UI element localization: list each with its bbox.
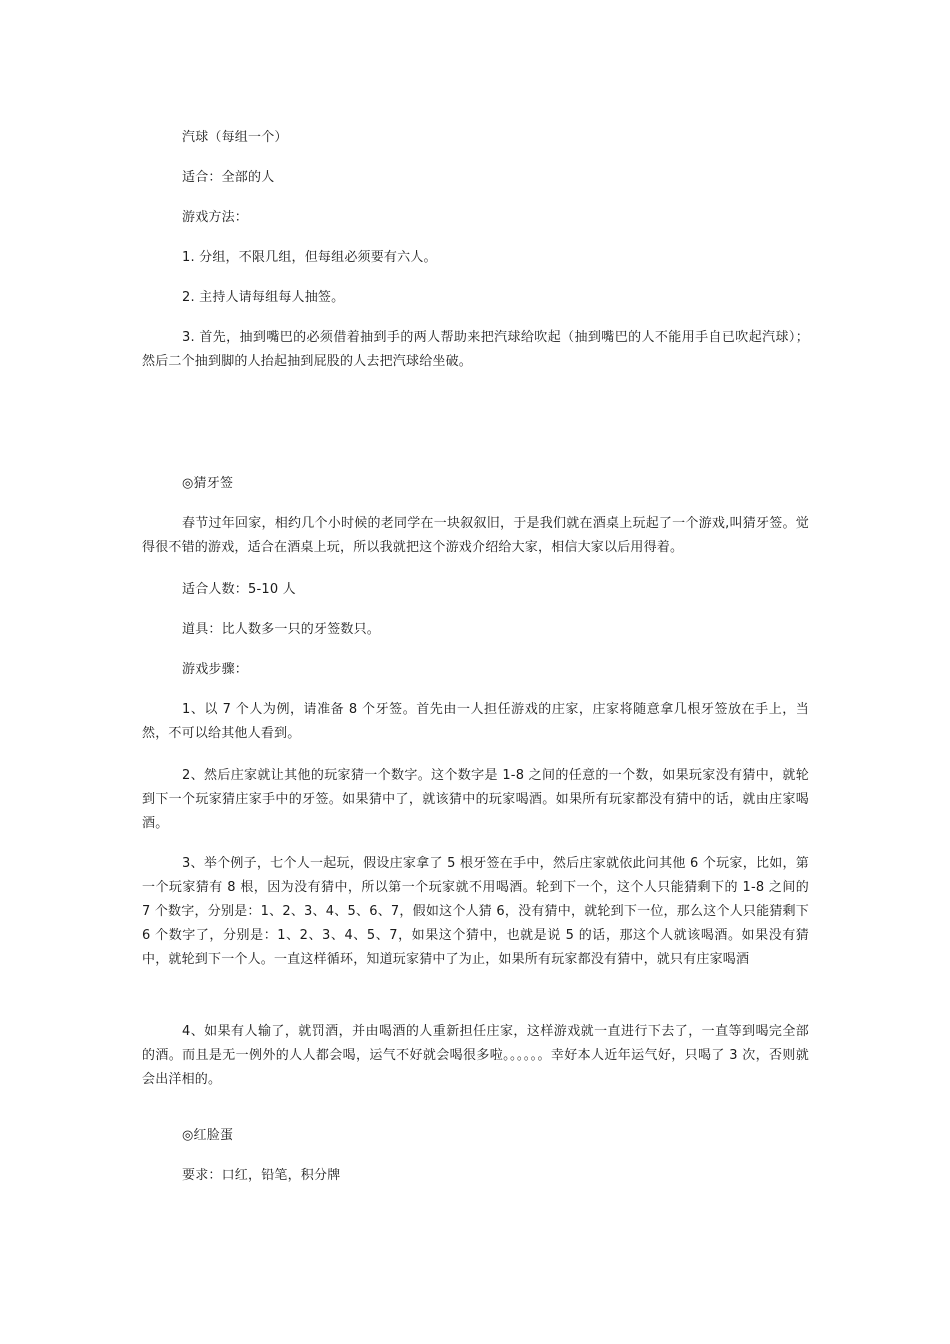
redface-requirements: 要求：口红，铅笔，积分牌: [182, 1168, 341, 1183]
balloon-title: 汽球（每组一个）: [182, 130, 288, 145]
balloon-step-1: 1. 分组，不限几组，但每组必须要有六人。: [182, 250, 437, 265]
toothpick-step-4: 4、如果有人输了，就罚酒，并由喝酒的人重新担任庄家，这样游戏就一直进行下去了，一直等到喝完全部的酒。而且是无一例外的人人都会喝，运气不好就会喝很多啦。。。。。。幸好本人近年运气好，只喝了 3 次，否则就会出洋相的。: [142, 1024, 809, 1087]
toothpick-props: 道具：比人数多一只的牙签数只。: [182, 622, 381, 637]
toothpick-step-2: 2、然后庄家就让其他的玩家猜一个数字。这个数字是 1-8 之间的任意的一个数，如果玩家没有猜中，就轮到下一个玩家猜庄家手中的牙签。如果猜中了，就该猜中的玩家喝酒。如果所有玩家都没有猜中的话，就由庄家喝酒。: [142, 768, 809, 831]
balloon-step-2: 2. 主持人请每组每人抽签。: [182, 290, 345, 305]
toothpick-intro: 春节过年回家，相约几个小时候的老同学在一块叙叙旧，于是我们就在酒桌上玩起了一个游戏,叫猜牙签。觉得很不错的游戏，适合在酒桌上玩，所以我就把这个游戏介绍给大家，相信大家以后用得着。: [142, 516, 809, 555]
toothpick-steps-heading: 游戏步骤：: [182, 662, 249, 677]
balloon-suitable: 适合：全部的人: [182, 170, 275, 185]
toothpick-title: ◎猜牙签: [182, 476, 234, 491]
toothpick-step-1: 1、以 7 个人为例，请准备 8 个牙签。首先由一人担任游戏的庄家，庄家将随意拿几根牙签放在手上，当然，不可以给其他人看到。: [142, 702, 809, 741]
balloon-step-3: 3. 首先，抽到嘴巴的必须借着抽到手的两人帮助来把汽球给吹起（抽到嘴巴的人不能用手自已吹起汽球）；然后二个抽到脚的人抬起抽到屁股的人去把汽球给坐破。: [142, 330, 809, 369]
balloon-method-heading: 游戏方法：: [182, 210, 249, 225]
redface-title: ◎红脸蛋: [182, 1128, 234, 1143]
toothpick-step-3: 3、举个例子，七个人一起玩，假设庄家拿了 5 根牙签在手中，然后庄家就依此问其他 6 个玩家，比如，第一个玩家猜有 8 根，因为没有猜中，所以第一个玩家就不用喝酒。轮到下一个，这个人只能猜剩下的 1-8 之间的 7 个数字，分别是：1、2、3、4、5、6、7，假如这个人猜 6，没有猜中，就轮到下一位，那么这个人只能猜剩下 6 个数字了，分别是：1、2、3、4、5、7，如果这个猜中，也就是说 5 的话，那这个人就该喝酒。如果没有猜中，就轮到下一个人。一直这样循环，知道玩家猜中了为止，如果所有玩家都没有猜中，就只有庄家喝酒: [142, 856, 809, 967]
toothpick-players: 适合人数：5-10 人: [182, 582, 296, 597]
